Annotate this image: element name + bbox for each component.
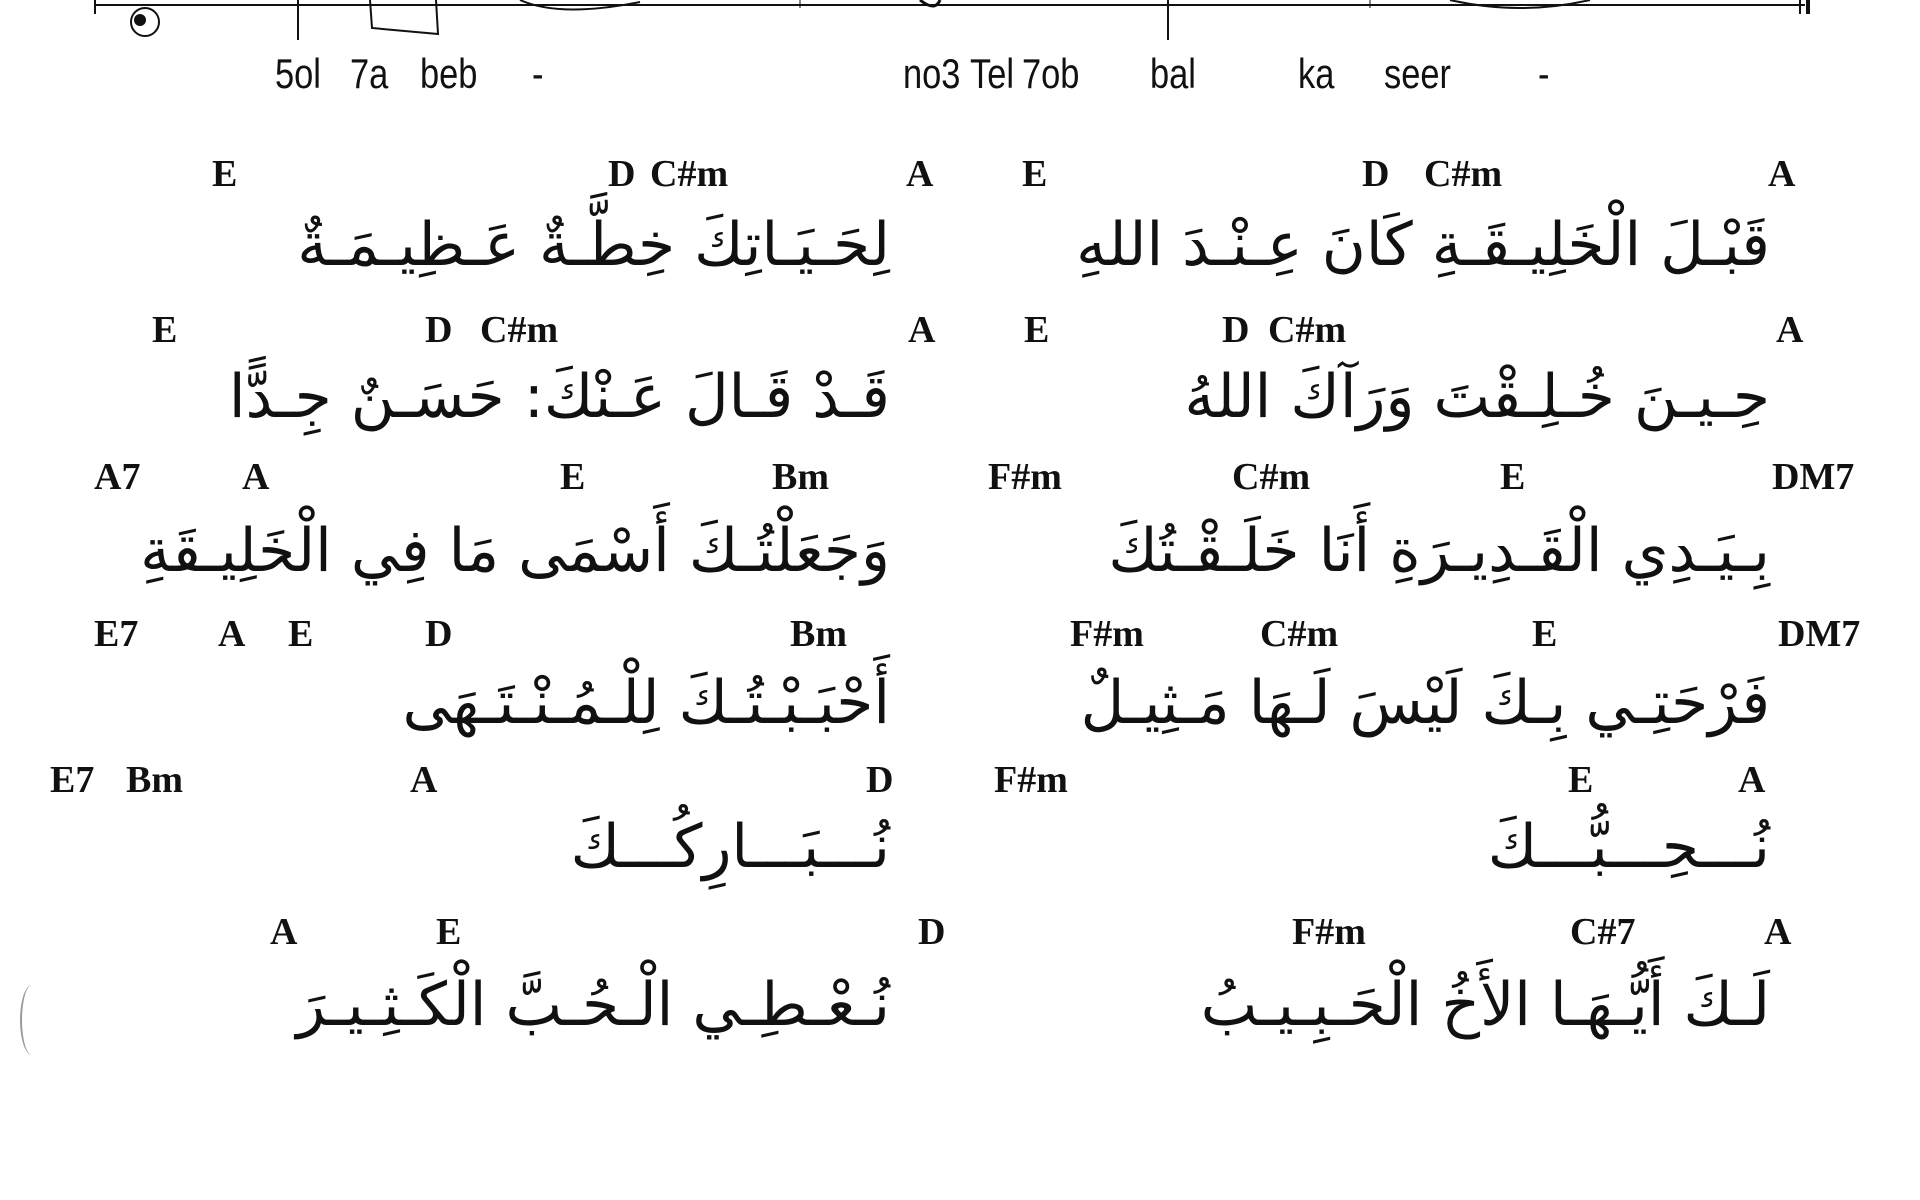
staff-lyric: 7ob	[1022, 50, 1080, 97]
chord: A	[906, 153, 934, 195]
chord: D	[608, 153, 636, 195]
staff-lyric: 5ol	[275, 50, 321, 97]
chord: E7	[50, 759, 95, 801]
lyric-right: نُـــحِـــبُّـــكَ	[1487, 812, 1770, 882]
chord: Bm	[126, 759, 183, 801]
chord: D	[425, 309, 453, 351]
chord: E	[560, 456, 586, 498]
lyric-right: لَـكَ أَيُّـهَـا الأَخُ الْحَـبِـيـبُ	[1200, 970, 1770, 1040]
staff-lyric: 7a	[350, 50, 389, 97]
staff-lyric: bal	[1150, 50, 1196, 97]
chord: A	[1764, 911, 1792, 953]
chord: DM7	[1772, 456, 1855, 498]
lyric-left: قَـدْ قَـالَ عَـنْكَ: حَسَـنٌ جِـدًّا	[228, 362, 890, 432]
chord: C#m	[1260, 613, 1339, 655]
lyric-right: بِـيَـدِي الْقَـدِيـرَةِ أَنَا خَلَـقْـتُكَ	[1108, 516, 1770, 586]
staff-lyric: seer	[1384, 50, 1451, 97]
staff-lyric: no3	[903, 50, 961, 97]
lyric-left: نُـــبَـــارِكُـــكَ	[570, 812, 890, 882]
chord: E	[1024, 309, 1050, 351]
chord: C#7	[1570, 911, 1636, 953]
staff-lyric: ka	[1298, 50, 1335, 97]
chord: E	[212, 153, 238, 195]
chord: A	[218, 613, 246, 655]
chord: E7	[94, 613, 139, 655]
chord: D	[1222, 309, 1250, 351]
chord: Bm	[772, 456, 829, 498]
chord: F#m	[1292, 911, 1366, 953]
chord: A	[242, 456, 270, 498]
chord: E	[436, 911, 462, 953]
chord: C#m	[650, 153, 729, 195]
music-staff	[0, 0, 1920, 40]
chord: C#m	[480, 309, 559, 351]
staff-lyric: -	[532, 50, 544, 97]
chord: A	[270, 911, 298, 953]
chord: A	[1738, 759, 1766, 801]
lyric-left: وَجَعَلْتُـكَ أَسْمَى مَا فِي الْخَلِيـقَةِ	[140, 516, 890, 586]
lyric-right: حِـيـنَ خُـلِـقْتَ وَرَآكَ اللهُ	[1184, 362, 1770, 432]
chord: E	[1568, 759, 1594, 801]
chord: D	[425, 613, 453, 655]
chord: A	[1776, 309, 1804, 351]
chord: DM7	[1778, 613, 1861, 655]
lyric-left: أَحْبَـبْـتُـكَ لِلْـمُـنْـتَـهَى	[402, 668, 890, 738]
chord: E	[152, 309, 178, 351]
chord: A	[908, 309, 936, 351]
chord: A	[410, 759, 438, 801]
chord: A	[1768, 153, 1796, 195]
chord: F#m	[994, 759, 1068, 801]
staff-lyric: -	[1538, 50, 1550, 97]
lyric-right: قَبْـلَ الْخَلِيـقَـةِ كَانَ عِـنْـدَ اللهِ	[1076, 210, 1770, 280]
chord: D	[866, 759, 894, 801]
chord: E	[288, 613, 314, 655]
chord: D	[918, 911, 946, 953]
page-edge-bracket	[20, 985, 44, 1055]
lyric-left: لِحَـيَـاتِكَ خِطَّـةٌ عَـظِيـمَـةٌ	[297, 210, 890, 280]
staff-lyric: beb	[420, 50, 478, 97]
lyric-left: نُـعْـطِـي الْـحُـبَّ الْكَـثِـيـرَ	[296, 970, 890, 1040]
chord: E	[1500, 456, 1526, 498]
chord: E	[1022, 153, 1048, 195]
chord: F#m	[988, 456, 1062, 498]
chord: D	[1362, 153, 1390, 195]
staff-lyric: Tel	[970, 50, 1015, 97]
chord: Bm	[790, 613, 847, 655]
chord: C#m	[1232, 456, 1311, 498]
chord: E	[1532, 613, 1558, 655]
chord: A7	[94, 456, 141, 498]
chord: C#m	[1424, 153, 1503, 195]
chord: C#m	[1268, 309, 1347, 351]
chord: F#m	[1070, 613, 1144, 655]
lyric-right: فَرْحَتِـي بِـكَ لَيْسَ لَـهَا مَـثِيـلٌ	[1080, 668, 1770, 738]
